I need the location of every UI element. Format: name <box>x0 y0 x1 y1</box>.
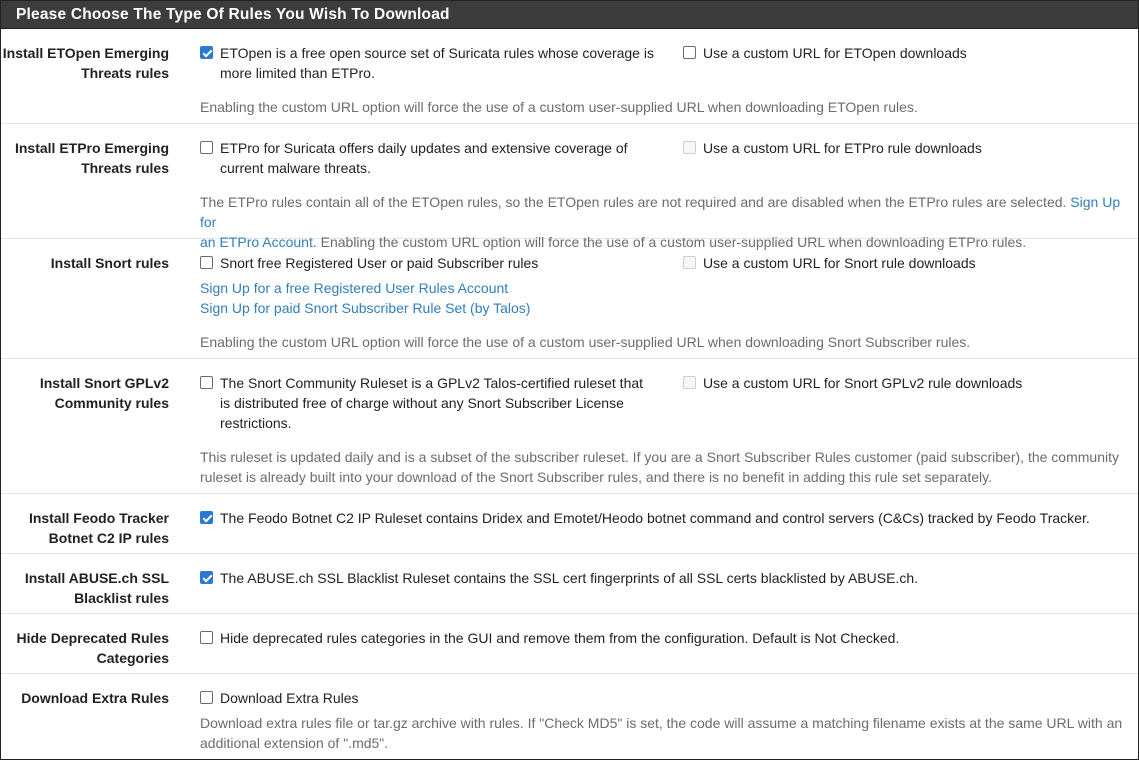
gplv2-custom-url-checkbox-box <box>683 376 696 389</box>
panel-title: Please Choose The Type Of Rules You Wish To Download <box>16 6 450 23</box>
extra-rules-checkbox-box[interactable] <box>200 691 213 704</box>
etpro-custom-url-checkbox: Use a custom URL for ETPro rule downloads <box>683 138 1123 158</box>
snort-label: Install Snort rules <box>50 255 169 271</box>
etpro-signup-link[interactable]: Sign Up for <box>200 194 1121 230</box>
etpro-checkbox[interactable]: ETPro for Suricata offers daily updates and extensive coverage of current malware threats. <box>200 138 660 178</box>
etopen-help-text: Enabling the custom URL option will force the use of a custom user-supplied URL when downloading ETOpen rules. <box>200 99 918 115</box>
feodo-checkbox-box[interactable] <box>200 511 213 524</box>
etpro-help-text: The ETPro rules contain all of the ETOpen rules, so the ETOpen rules are not required and are disabled when the ETPro rules are selected. Sign Up for an ETPro Account. Enabling the custom URL option will force the use of a custom user-supplied URL when downloading ETPro rules. <box>200 194 1121 250</box>
snort-help-text: Enabling the custom URL option will force the use of a custom user-supplied URL when downloading Snort Subscriber rules. <box>200 334 971 350</box>
snort-custom-url-checkbox-box <box>683 256 696 269</box>
feodo-checkbox[interactable]: The Feodo Botnet C2 IP Ruleset contains Dridex and Emotet/Heodo botnet command and control servers (C&Cs) tracked by Feodo Tracker. <box>200 508 1125 528</box>
extra-label: Download Extra Rules <box>21 690 169 706</box>
etopen-checkbox[interactable]: ETOpen is a free open source set of Suricata rules whose coverage is more limited than ETPro. <box>200 43 660 83</box>
row-feodo <box>1 494 1138 554</box>
row-snort-gplv2 <box>1 359 1138 494</box>
snort-subscriber-signup-link[interactable]: Sign Up for paid Snort Subscriber Rule Set (by Talos) <box>200 300 531 316</box>
gplv2-checkbox[interactable]: The Snort Community Ruleset is a GPLv2 Talos-certified ruleset that is distributed free of charge without any Snort Subscriber License restrictions. <box>200 373 660 433</box>
gplv2-custom-url-checkbox: Use a custom URL for Snort GPLv2 rule downloads <box>683 373 1123 393</box>
extra-help-text: Download extra rules file or tar.gz archive with rules. If "Check MD5" is set, the code will assume a matching filename exists at the same URL with an additional extension of ".md5". <box>200 715 1123 751</box>
panel-header <box>1 1 1138 29</box>
row-snort <box>1 239 1138 359</box>
abuse-checkbox-box[interactable] <box>200 571 213 584</box>
row-etpro <box>1 124 1138 250</box>
hide-deprecated-checkbox[interactable]: Hide deprecated rules categories in the GUI and remove them from the configuration. Default is Not Checked. <box>200 628 1125 648</box>
etpro-signup-link-cont[interactable]: an ETPro Account <box>200 234 313 250</box>
row-extra-rules <box>1 674 1138 759</box>
gplv2-checkbox-box[interactable] <box>200 376 213 389</box>
row-abuse-ch <box>1 554 1138 614</box>
row-hide-deprecated <box>1 614 1138 674</box>
snort-registered-signup-link[interactable]: Sign Up for a free Registered User Rules Account <box>200 280 509 296</box>
feodo-label: Install Feodo Tracker Botnet C2 IP rules <box>28 510 169 546</box>
abuse-checkbox[interactable]: The ABUSE.ch SSL Blacklist Ruleset contains the SSL cert fingerprints of all SSL certs blacklisted by ABUSE.ch. <box>200 568 1125 588</box>
abuse-label: Install ABUSE.ch SSL Blacklist rules <box>24 570 169 606</box>
etopen-custom-url-checkbox-box[interactable] <box>683 46 696 59</box>
hide-deprecated-checkbox-box[interactable] <box>200 631 213 644</box>
deprecated-label: Hide Deprecated Rules Categories <box>16 630 169 666</box>
snort-signup-links <box>200 278 530 318</box>
etopen-checkbox-box[interactable] <box>200 46 213 59</box>
gplv2-help-text: This ruleset is updated daily and is a subset of the subscriber ruleset. If you are a Snort Subscriber Rules customer (paid subscriber), the community ruleset is already built into your download of the Snort Subscriber rules, and there is no benefit in adding this rule set separately. <box>200 449 1119 485</box>
etpro-checkbox-box[interactable] <box>200 141 213 154</box>
snort-checkbox-box[interactable] <box>200 256 213 269</box>
etpro-label: Install ETPro Emerging Threats rules <box>14 140 169 176</box>
row-etopen <box>1 29 1138 124</box>
etopen-custom-url-checkbox[interactable]: Use a custom URL for ETOpen downloads <box>683 43 1123 63</box>
etpro-custom-url-checkbox-box <box>683 141 696 154</box>
gplv2-label: Install Snort GPLv2 Community rules <box>39 375 169 411</box>
snort-custom-url-checkbox: Use a custom URL for Snort rule downloads <box>683 253 1123 273</box>
extra-rules-checkbox[interactable]: Download Extra Rules <box>200 688 1125 708</box>
etopen-label: Install ETOpen Emerging Threats rules <box>2 45 169 81</box>
snort-checkbox[interactable]: Snort free Registered User or paid Subscriber rules <box>200 253 660 273</box>
